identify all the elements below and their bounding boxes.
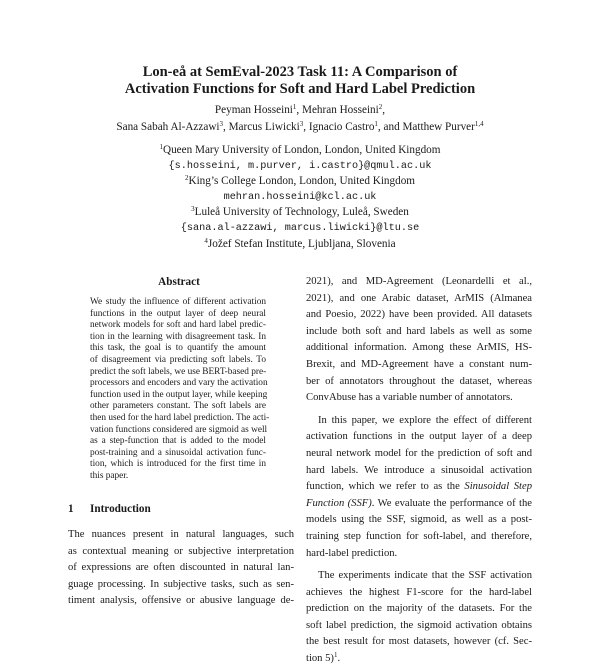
author-name: Sana Sabah Al-Azzawi — [116, 121, 220, 133]
abstract-heading: Abstract — [158, 276, 200, 288]
body-line: models using the SSF, sigmoid, as well as a post- — [306, 514, 532, 526]
footnote-marker[interactable]: 1 — [333, 651, 338, 660]
affiliation-email: {s.hosseini, m.purver, i.castro}@qmul.ac.uk — [168, 160, 432, 172]
affiliations — [0, 143, 600, 252]
body-line — [306, 651, 532, 668]
abstract-line: vation functions considered are sigmoid as well — [90, 424, 268, 435]
body-line: include both soft and hard labels as well as some — [306, 325, 532, 337]
abstract-line: other parameters constant. The soft labels are — [90, 401, 266, 412]
right-column — [306, 274, 532, 668]
body-line: The experiments indicate that the SSF activation — [318, 570, 532, 582]
body-line: ber of annotators throughout the dataset, whereas — [306, 375, 532, 387]
body-line: additional information. Among these ArMIS, HS- — [306, 342, 532, 354]
intro-line: timent analysis, offensive or abusive language de- — [68, 595, 294, 606]
author-name: Matthew Purver — [402, 121, 475, 133]
body-text: tion 5) — [306, 653, 334, 665]
affiliation-name: Queen Mary University of London, London, United Kingdom — [163, 144, 441, 156]
body-line: hard-label prediction. — [306, 547, 398, 559]
abstract-body — [90, 297, 270, 483]
author-sup: 1,4 — [474, 120, 484, 128]
body-line: and Poesio, 2022) have been provided. All datasets — [306, 309, 532, 321]
abstract-line: functions in the output layer of deep neural — [90, 308, 266, 319]
body-emphasis: Sinusoidal Step — [464, 481, 532, 493]
affiliation-sup: 4 — [204, 236, 208, 245]
author-sup: 2 — [378, 103, 383, 111]
abstract-line: predict the soft labels, we use BERT-based pre- — [90, 366, 267, 377]
body-line: 2021), and one Arabic dataset, ArMIS (Almanea — [306, 292, 532, 304]
intro-line: as contextual meaning or subjective interpretation — [68, 545, 294, 557]
author-name: Marcus Liwicki — [228, 121, 300, 133]
body-line — [306, 479, 532, 496]
affiliation — [0, 143, 600, 159]
paragraph-contribution — [306, 413, 532, 562]
body-line — [306, 496, 532, 513]
abstract-line: network models for soft and hard label predic- — [90, 320, 266, 331]
body-line: prediction on the majority of the datasets. For the — [306, 603, 532, 615]
abstract-line: of disagreement via predicting soft labels. To — [90, 354, 266, 365]
section-number: 1 — [68, 503, 74, 515]
body-line: the best result for most datasets, however (cf. Sec- — [306, 636, 532, 648]
abstract-line: processors and encoders and vary the activation — [90, 378, 268, 389]
paragraph-results — [306, 568, 532, 668]
paper-title — [0, 64, 600, 98]
body-text: function, which we refer to as the — [306, 481, 465, 493]
affiliation-sup: 2 — [184, 174, 189, 183]
title-line-2: Activation Functions for Soft and Hard Label Prediction — [124, 81, 476, 97]
affiliation — [0, 237, 600, 253]
abstract-line: function used in the output layer, while keeping — [90, 389, 268, 400]
author-name: Mehran Hosseini — [302, 104, 379, 116]
author-name: Peyman Hosseini — [214, 104, 293, 116]
abstract-line: post-training and a sinusoidal activation func- — [90, 447, 266, 458]
title-line-1: Lon-eå at SemEval-2023 Task 11: A Comparison of — [142, 64, 458, 80]
body-line: soft label prediction, the sigmoid activation obtains — [306, 619, 532, 631]
body-line: Brexit, and MD-Agreement have a constant num- — [306, 358, 532, 370]
abstract-line: then used for the hard label prediction. The acti- — [90, 412, 270, 423]
abstract-line: this paper. — [90, 470, 129, 481]
abstract-line: tion, which is introduced for the first time in — [90, 459, 266, 470]
author-separator: , — [296, 104, 303, 116]
introduction-body — [68, 527, 294, 610]
intro-line: The nuances present in natural languages, such — [68, 529, 294, 540]
abstract-line: this task, the goal is to quantify the amount — [90, 343, 266, 354]
body-line: achieves the highest F1-score for the hard-label — [306, 586, 532, 598]
paragraph-datasets — [306, 274, 532, 407]
body-line: activation functions in the output layer of a deep — [306, 431, 532, 443]
body-line: 2021), and MD-Agreement (Leonardelli et al., — [306, 276, 532, 287]
abstract-line: We study the influence of different activation — [90, 297, 266, 307]
section-title: Introduction — [90, 503, 151, 515]
abstract-line: tion in the learning with disagreement task. In — [90, 331, 266, 342]
body-line: hard labels. We introduce a sinusoidal activation — [306, 464, 532, 476]
author-sup: 3 — [219, 120, 224, 128]
intro-line: guage processing. In subjective tasks, such as sen- — [68, 578, 294, 590]
affiliation — [0, 205, 600, 221]
author-list — [0, 102, 600, 136]
body-line: ConvAbuse has a variable number of annotators. — [306, 392, 513, 404]
body-line: neural network model for the prediction of soft and — [306, 447, 532, 459]
author-separator: , — [382, 104, 386, 116]
body-emphasis: Function (SSF) — [306, 497, 372, 509]
body-line: training step function for soft-label, and therefore, — [306, 530, 532, 542]
body-text: . We evaluate the performance of the — [371, 497, 532, 509]
affiliation — [0, 174, 600, 190]
author-separator: , — [303, 121, 309, 133]
body-text: . — [337, 653, 341, 665]
author-name: Ignacio Castro — [308, 121, 375, 133]
author-sup: 3 — [299, 120, 304, 128]
affiliation-name: Jožef Stefan Institute, Ljubljana, Slovenia — [207, 237, 396, 250]
affiliation-email: mehran.hosseini@kcl.ac.uk — [223, 191, 377, 203]
section-heading-introduction — [68, 503, 151, 515]
author-separator: , and — [377, 121, 403, 133]
author-sup: 1 — [292, 103, 297, 111]
author-line-2 — [0, 119, 600, 136]
affiliation-sup: 3 — [191, 205, 195, 214]
affiliation-name: King’s College London, London, United Kingdom — [188, 175, 416, 188]
intro-line: of expressions are often discounted in natural lan- — [68, 562, 294, 573]
author-line-1 — [0, 102, 600, 119]
body-line: In this paper, we explore the effect of different — [318, 414, 532, 426]
abstract-line: as a step-function that is added to the model — [90, 436, 266, 447]
affiliation-email: {sana.al-azzawi, marcus.liwicki}@ltu.se — [180, 222, 420, 234]
affiliation-name: Luleå University of Technology, Luleå, Sweden — [194, 206, 409, 219]
author-sup: 1 — [374, 120, 378, 128]
author-separator: , — [223, 121, 229, 133]
affiliation-sup: 1 — [159, 143, 163, 151]
